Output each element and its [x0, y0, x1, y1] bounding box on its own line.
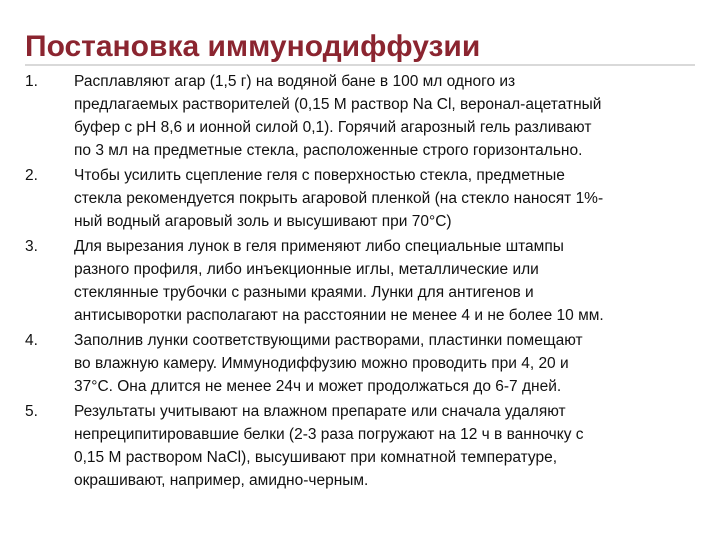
steps-list [25, 70, 695, 494]
item-text [74, 329, 695, 398]
text-line: Результаты учитывают на влажном препарате или сначала удаляют [74, 403, 566, 420]
text-line: непреципитировавшие белки (2-3 раза погружают на 12 ч в ванночку с [74, 426, 584, 443]
item-number: 2. [25, 167, 38, 184]
text-line: Чтобы усилить сцепление геля с поверхностью стекла, предметные [74, 167, 565, 184]
list-item [25, 329, 695, 398]
text-line: Расплавляют агар (1,5 г) на водяной бане в 100 мл одного из [74, 73, 516, 90]
item-text [74, 70, 695, 162]
item-number: 1. [25, 73, 38, 90]
title-divider [25, 64, 695, 66]
list-item [25, 235, 695, 327]
item-number: 3. [25, 238, 38, 255]
item-text [74, 400, 695, 492]
text-line: 37°С. Она длится не менее 24ч и может продолжаться до 6-7 дней. [74, 378, 562, 395]
text-line: во влажную камеру. Иммунодиффузию можно проводить при 4, 20 и [74, 355, 569, 372]
item-text [74, 164, 695, 233]
item-number: 4. [25, 332, 38, 349]
text-line: стеклянные трубочки с разными краями. Лунки для антигенов и [74, 284, 534, 301]
list-item [25, 164, 695, 233]
slide-title: Постановка иммунодиффузии [25, 30, 481, 63]
text-line: предлагаемых растворителей (0,15 М раствор Na Cl, веронал-ацетатный [74, 96, 602, 113]
text-line: антисыворотки располагают на расстоянии не менее 4 и не более 10 мм. [74, 307, 604, 324]
text-line: разного профиля, либо инъекционные иглы, металлические или [74, 261, 539, 278]
list-item [25, 70, 695, 162]
text-line: Заполнив лунки соответствующими растворами, пластинки помещают [74, 332, 583, 349]
text-line: окрашивают, например, амидно-черным. [74, 472, 369, 489]
item-number: 5. [25, 403, 38, 420]
text-line: Для вырезания лунок в геля применяют либо специальные штампы [74, 238, 564, 255]
text-line: ный водный агаровый золь и высушивают при 70°С) [74, 213, 452, 230]
text-line: 0,15 М раствором NaCl), высушивают при комнатной температуре, [74, 449, 558, 466]
text-line: буфер с pH 8,6 и ионной силой 0,1). Горячий агарозный гель разливают [74, 119, 592, 136]
text-line: по 3 мл на предметные стекла, расположенные строго горизонтально. [74, 142, 583, 159]
item-text [74, 235, 695, 327]
text-line: стекла рекомендуется покрыть агаровой пленкой (на стекло наносят 1%- [74, 190, 604, 207]
list-item [25, 400, 695, 492]
